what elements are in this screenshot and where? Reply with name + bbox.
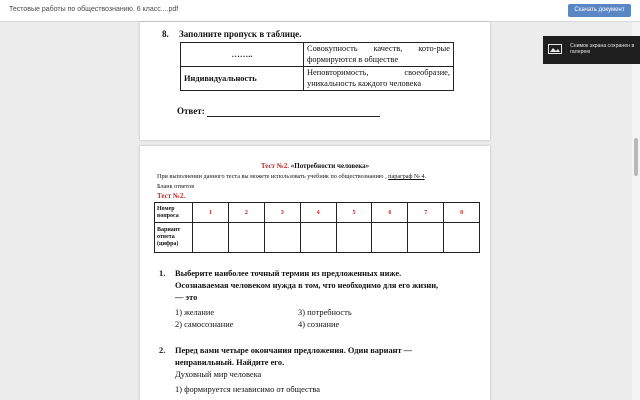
answer-sheet-table (154, 202, 480, 253)
option-1: 1) формируется независимо от общества (175, 385, 320, 394)
answer-cell (444, 223, 480, 253)
question-number-cell: 8 (444, 203, 480, 223)
question-text: Заполните пропуск в таблице. (179, 29, 302, 39)
fill-in-table (180, 42, 454, 91)
download-button[interactable]: Скачать документ (568, 4, 631, 17)
question-8 (162, 29, 301, 39)
question-number-cell: 1 (193, 203, 229, 223)
question-number-cell: 7 (408, 203, 444, 223)
screenshot-toast (543, 36, 640, 64)
question-number-cell: 2 (228, 203, 264, 223)
row-header-answer: Вариант ответа (цифра) (155, 223, 193, 253)
table-row (155, 203, 480, 223)
answer-cell (408, 223, 444, 253)
document-title: Тестовые работы по обществознанию. 6 класс....pdf (9, 6, 179, 13)
question-number-cell: 3 (264, 203, 300, 223)
instruction-tail: . (424, 173, 427, 180)
vertical-scrollbar[interactable] (632, 22, 640, 400)
answer-cell (300, 223, 336, 253)
table-cell-term: Индивидуальность (181, 67, 304, 91)
question-text: Перед вами четыре окончания предложения. Один вариант — неправильный. Найдите его. (175, 346, 413, 367)
table-row (181, 67, 454, 91)
answer-cell (228, 223, 264, 253)
table-row (181, 43, 454, 67)
instruction-main: При выполнении данного теста вы можете использовать учебник по обществознанию , (157, 173, 387, 180)
table-cell-definition: Неповторимость, своеобразие, уникальность каждого человека (304, 67, 454, 91)
scrollbar-thumb[interactable] (634, 138, 638, 176)
instruction-text (157, 173, 487, 180)
answer-cell (336, 223, 372, 253)
question-number: 8. (162, 29, 169, 39)
question-number-cell: 6 (372, 203, 408, 223)
answer-cell (193, 223, 229, 253)
test-title (140, 162, 490, 170)
row-header-number: Номер вопроса (155, 203, 193, 223)
option-3: 3) потребность (298, 308, 352, 317)
pdf-page-current (140, 146, 490, 400)
viewer-toolbar (0, 0, 640, 22)
table-cell-definition: Совокупность качеств, кото-рые формируются в обществе (304, 43, 454, 67)
test-name: «Потребности человека» (290, 162, 370, 170)
instruction-reference: параграф № 4 (388, 173, 425, 180)
question-stem: Духовный мир человека (175, 370, 262, 379)
gallery-icon (548, 44, 562, 54)
question-number-cell: 5 (336, 203, 372, 223)
answer-label: Ответ: (177, 106, 205, 116)
question-number: 2. (159, 346, 166, 355)
option-4: 4) сознание (298, 320, 340, 329)
test-subtitle: Тест №2. (157, 192, 186, 200)
toast-message: Снимок экрана сохранен в галерею (570, 43, 635, 56)
answer-line (207, 116, 380, 117)
table-cell-term: …….. (181, 43, 304, 67)
option-2: 2) самосознание (175, 320, 234, 329)
question-text: Выберите наиболее точный термин из предложенных ниже. Осознаваемая человеком нужда в том, что необходимо для его жизни, — это (175, 269, 439, 302)
table-row (155, 223, 480, 253)
question-number-cell: 4 (300, 203, 336, 223)
pdf-page-previous (140, 22, 490, 140)
answer-cell (264, 223, 300, 253)
question-number: 1. (159, 269, 166, 278)
option-1: 1) желание (175, 308, 215, 317)
test-label: Тест №2. (260, 162, 290, 170)
answer-sheet-label: Бланк ответов (157, 183, 195, 190)
answer-cell (372, 223, 408, 253)
